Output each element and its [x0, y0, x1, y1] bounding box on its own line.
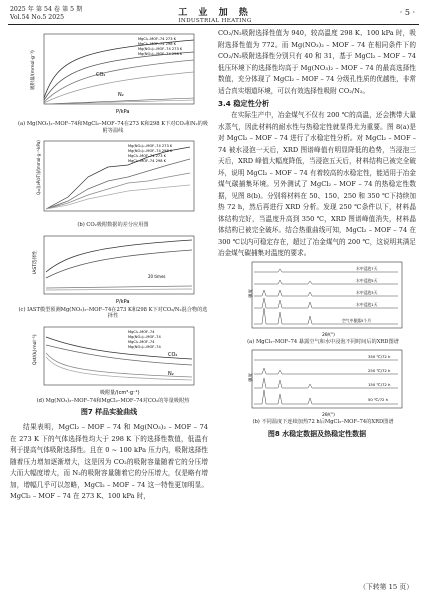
figure7d-legend-4: Mg(NO₃)₂–MOF–74 — [128, 344, 161, 349]
figure8a-label-5: 空气中暴露5个月 — [342, 317, 371, 323]
section-heading: 3.4 稳定性分析 — [218, 99, 270, 108]
figure8a-label-2: 水中浸泡5天 — [356, 277, 378, 283]
figure7c-caption: (c) IAST模型预测Mg(NO₃)₂–MOF–74在273 K和298 K下对CO₂/N₂混合物的选择性 — [18, 306, 208, 319]
figure8a-plot — [238, 260, 408, 338]
figure7d-label-co2: CO₂ — [168, 351, 178, 358]
figure8a-caption: (a) MgCl₂–MOF–74 暴露空气和水中浸泡不同时间后的XRD图谱 — [247, 338, 399, 345]
figure7a-legend-2: MgCl₂–MOF–74 298 K — [138, 42, 176, 46]
figure8b-caption: (b) 不同温度下连续加热72 h后MgCl₂–MOF–74的XRD图谱 — [252, 419, 394, 425]
figure7-panel-b — [18, 137, 208, 229]
figure7-panel-a — [18, 28, 208, 134]
right-column — [218, 28, 416, 444]
figure7d-legend-2: Mg(NO₃)₂–MOF–74 — [128, 334, 161, 339]
continued-note: （下转第 15 页） — [359, 583, 413, 591]
figure7c-plot — [18, 232, 208, 306]
figure7b-legend-1: Mg(NO₃)₂–MOF–74 273 K — [128, 144, 173, 148]
issue-volume: Vol.54 No.5 2025 — [10, 14, 65, 21]
figure8b-label-1: 350 ℃/72 h — [368, 354, 391, 359]
figure8a-label-1: 水中浸泡7天 — [356, 265, 378, 271]
figure8a-ylabel: 强度 — [249, 288, 254, 298]
right-paragraph-1: CO₂/N₂吸附选择性值为 940，较高温度 298 K、100 kPa 时，吸附选择性值为 772。而 Mg(NO₃)₂ – MOF – 74 在相同条件下的 CO₂/N₂吸附选择性分别只有 40 和 31，基于 MgCl₂ – MOF – 74 低压环境下的选择性均高于 Mg(NO₃)₂ – MOF – 74 的最高选择性数值，充分体现了 MgCl₂ – MOF – 74 分级孔性质的优越性，非常适合真实烟道环境，可以有效选择性吸附 CO₂/N₂。 — [218, 29, 416, 95]
figure7a-xlabel: P/kPa — [116, 109, 130, 115]
left-paragraph: 结果表明，MgCl₂ – MOF – 74 和 Mg(NO₃)₂ – MOF – 74 在 273 K 下的气体选择性均大于 298 K 下的选择性数值，低温有利于提高气体吸附选择性。且在 0 ~ 100 kPa 压力内，吸附选择性随着压力增加逐渐增大，这是因为 CO₂的吸附容量随着它的分压增大而大幅度增大，而 N₂的吸附容量随着它的分压增大，仅是略有增加，增幅几乎可以忽略，MgCl₂ – MOF – 74 这一特性更加明显。MgCl₂ – MOF – 74 在 273 K、100 kPa 时， — [10, 423, 208, 500]
figure7d-label-n2: N₂ — [168, 370, 174, 377]
figure7d-caption: (d) Mg(NO₃)₂–MOF–74和MgCl₂–MOF–74对CO₂的等量吸附热 — [36, 397, 190, 404]
figure8a-label-4: 水中浸泡1天 — [356, 301, 378, 307]
figure7a-legend-3: Mg(NO₃)₂–MOF–74 273 K — [138, 47, 183, 51]
figure8-caption: 图8 水稳定数据及热稳定性数据 — [267, 429, 367, 438]
journal-title-cn: 工 业 加 热 — [178, 8, 252, 18]
issue-year: 2025 年 第 54 卷 第 5 期 — [10, 6, 83, 13]
page-number: · 5 · — [399, 8, 415, 17]
figure7c-legend: 20 times — [148, 273, 166, 279]
figure7c-xlabel: P/kPa — [116, 298, 130, 305]
figure8b-xlabel: 2θ/(°) — [322, 413, 335, 418]
figure7b-caption: (b) CO₂吸附数据的差分应用图 — [77, 222, 149, 228]
figure7-caption: 图7 样品实验曲线 — [80, 408, 138, 416]
header-rule — [8, 24, 419, 25]
figure8a-xlabel: 2θ/(°) — [322, 332, 335, 338]
figure7b-ylabel: Q=[(∂P/∂T)]/(mmol·g⁻¹·kPa) — [36, 140, 41, 195]
figure8b-ylabel: 强度 — [249, 373, 254, 382]
figure7-panel-c — [18, 232, 208, 320]
figure7b-legend-4: MgCl₂–MOF–74 298 K — [128, 159, 166, 163]
figure8b-label-2: 250 ℃/72 h — [368, 368, 391, 373]
figure8a-label-3: 水中浸泡3天 — [356, 289, 378, 295]
figure7d-xlabel: 吸附量/(cm³·g⁻¹) — [100, 389, 140, 396]
figure7a-legend-1: MgCl₂–MOF–74 273 K — [138, 37, 176, 41]
figure7-panel-d — [18, 323, 208, 405]
figure7c-ylabel: IAST选择性 — [33, 249, 38, 274]
figure7d-ylabel: Qst/(kJ·mol⁻¹) — [33, 333, 38, 365]
figure8-panel-a — [238, 260, 408, 346]
right-paragraph-2: 在实际生产中，冶金煤气不仅有 200 ℃的高温，还会携带大量水蒸气，因此材料的耐水性与热稳定性就显得尤为重要。图 8(a)是对 MgCl₂ – MOF – 74 进行了水稳定性分析。对 MgCl₂ – MOF – 74 被水浸泡一天后，XRD 图谱峰值有明显降低的趋势，当浸泡三天后，XRD 峰值大幅度降低，当浸泡五天后，材料结构已被完全破坏，说明 MgCl₂ – MOF – 74 有着较高的水稳定性，能适用于冶金煤气碳捕集环境。另外测试了 MgCl₂ – MOF – 74 的热稳定性数据，见图 8(b)。分别将材料在 50、150、250 和 350 ℃下持续加热 72 h，然后再进行 XRD 分析。发现 250 ℃条件以下，材料晶体结构完好，当温度升高到 350 ℃，XRD 图谱峰值消失，材料晶体结构已被完全破坏。结合热重曲线可知，MgCl₂ – MOF – 74 在 300 ℃以内可稳定存在，超过了冶金煤气的 200 ℃，这说明其满足冶金煤气碳捕集对温度的要求。 — [218, 111, 416, 257]
figure7a-caption: (a) Mg(NO₃)₂–MOF–74和MgCl₂–MOF–74在273 K和298 K下对CO₂和N₂的吸附等温线 — [18, 121, 208, 134]
figure7d-plot — [18, 323, 208, 397]
journal-title-en: INDUSTRIAL HEATING — [178, 18, 252, 24]
issue-info — [10, 6, 82, 22]
figure8b-label-4: 50 ℃/72 h — [368, 397, 389, 402]
figure8-panel-b — [238, 348, 408, 426]
left-column — [10, 28, 208, 503]
figure7b-plot — [18, 137, 208, 221]
figure7a-label-co2: CO₂ — [96, 72, 106, 78]
figure7a-legend-4: Mg(NO₃)₂–MOF–74 298 K — [138, 52, 183, 56]
figure7d-legend-1: MgCl₂–MOF–74 — [128, 329, 155, 334]
figure8b-plot — [238, 348, 408, 418]
figure7b-legend-3: MgCl₂–MOF–74 273 K — [128, 154, 166, 158]
figure7a-plot — [18, 28, 208, 120]
figure8b-label-3: 150 ℃/72 h — [368, 382, 391, 387]
journal-title — [140, 5, 290, 24]
figure7a-label-n2: N₂ — [118, 92, 124, 98]
figure7a-ylabel: 吸附量/(mmol·g⁻¹) — [31, 50, 36, 90]
figure7d-legend-3: MgCl₂–MOF–74 — [128, 339, 155, 344]
figure7b-legend-2: Mg(NO₃)₂–MOF–74 298 K — [128, 149, 173, 153]
